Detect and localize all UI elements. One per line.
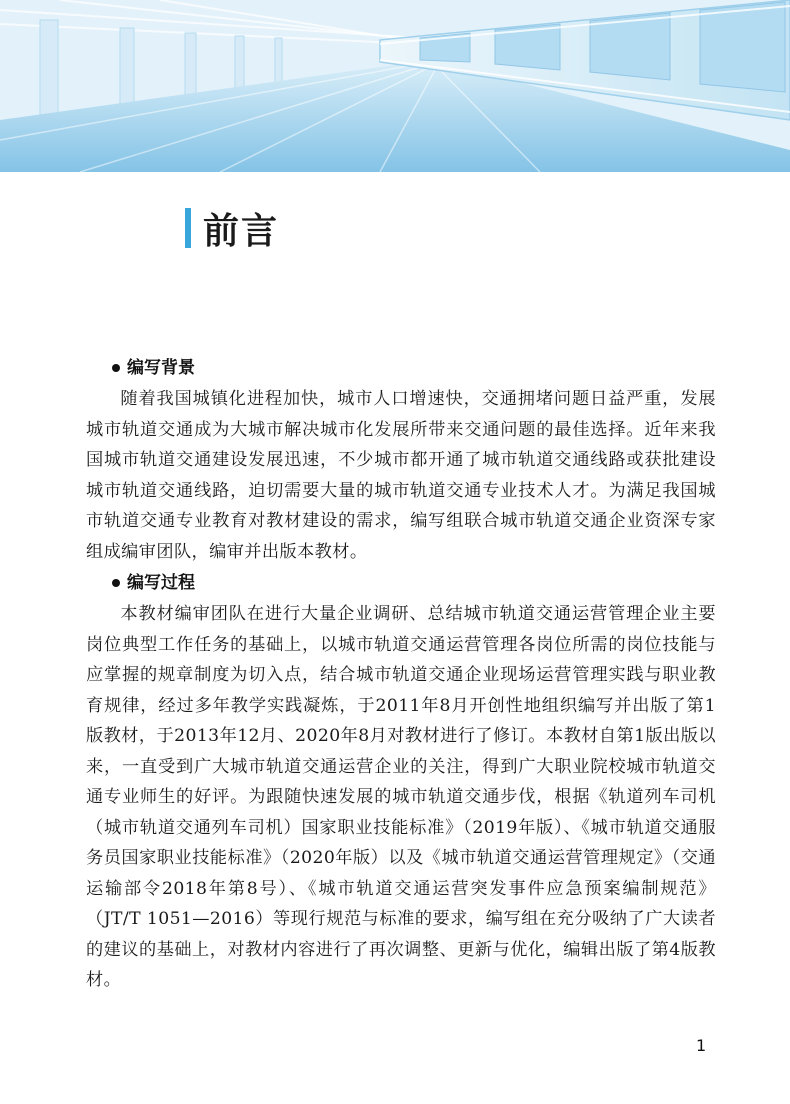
subway-station-banner	[0, 0, 790, 172]
section-heading-process	[86, 567, 716, 599]
title-accent-bar	[185, 208, 191, 248]
preface-body	[86, 352, 716, 996]
bullet-icon	[112, 579, 120, 587]
section-paragraph-background: 随着我国城镇化进程加快，城市人口增速快，交通拥堵问题日益严重，发展城市轨道交通成为大城市解决城市化发展所带来交通问题的最佳选择。近年来我国城市轨道交通建设发展迅速，不少城市都开通了城市轨道交通线路或获批建设城市轨道交通线路，迫切需要大量的城市轨道交通专业技术人才。为满足我国城市轨道交通专业教育对教材建设的需求，编写组联合城市轨道交通企业资深专家组成编审团队，编审并出版本教材。	[86, 389, 716, 562]
subway-station-illustration	[0, 0, 790, 172]
page-number: 1	[696, 1036, 707, 1055]
section-paragraph-process: 本教材编审团队在进行大量企业调研、总结城市轨道交通运营管理企业主要岗位典型工作任务的基础上，以城市轨道交通运营管理各岗位所需的岗位技能与应掌握的规章制度为切入点，结合城市轨道交通企业现场运营管理实践与职业教育规律，经过多年教学实践凝炼，于2011年8月开创性地组织编写并出版了第1版教材，于2013年12月、2020年8月对教材进行了修订。本教材自第1版出版以来，一直受到广大城市轨道交通运营企业的关注，得到广大职业院校城市轨道交通专业师生的好评。为跟随快速发展的城市轨道交通步伐，根据《轨道列车司机（城市轨道交通列车司机）国家职业技能标准》（2019年版）、《城市轨道交通服务员国家职业技能标准》（2020年版）以及《城市轨道交通运营管理规定》（交通运输部令2018年第8号）、《城市轨道交通运营突发事件应急预案编制规范》（JT/T 1051—2016）等现行规范与标准的要求，编写组在充分吸纳了广大读者的建议的基础上，对教材内容进行了再次调整、更新与优化，编辑出版了第4版教材。	[86, 604, 716, 990]
page-title: 前言	[203, 210, 280, 252]
bullet-icon	[112, 364, 120, 372]
section-heading-text: 编写背景	[127, 358, 195, 378]
page-title-block	[185, 206, 279, 250]
section-heading-background	[86, 352, 716, 384]
section-heading-text: 编写过程	[127, 573, 195, 593]
